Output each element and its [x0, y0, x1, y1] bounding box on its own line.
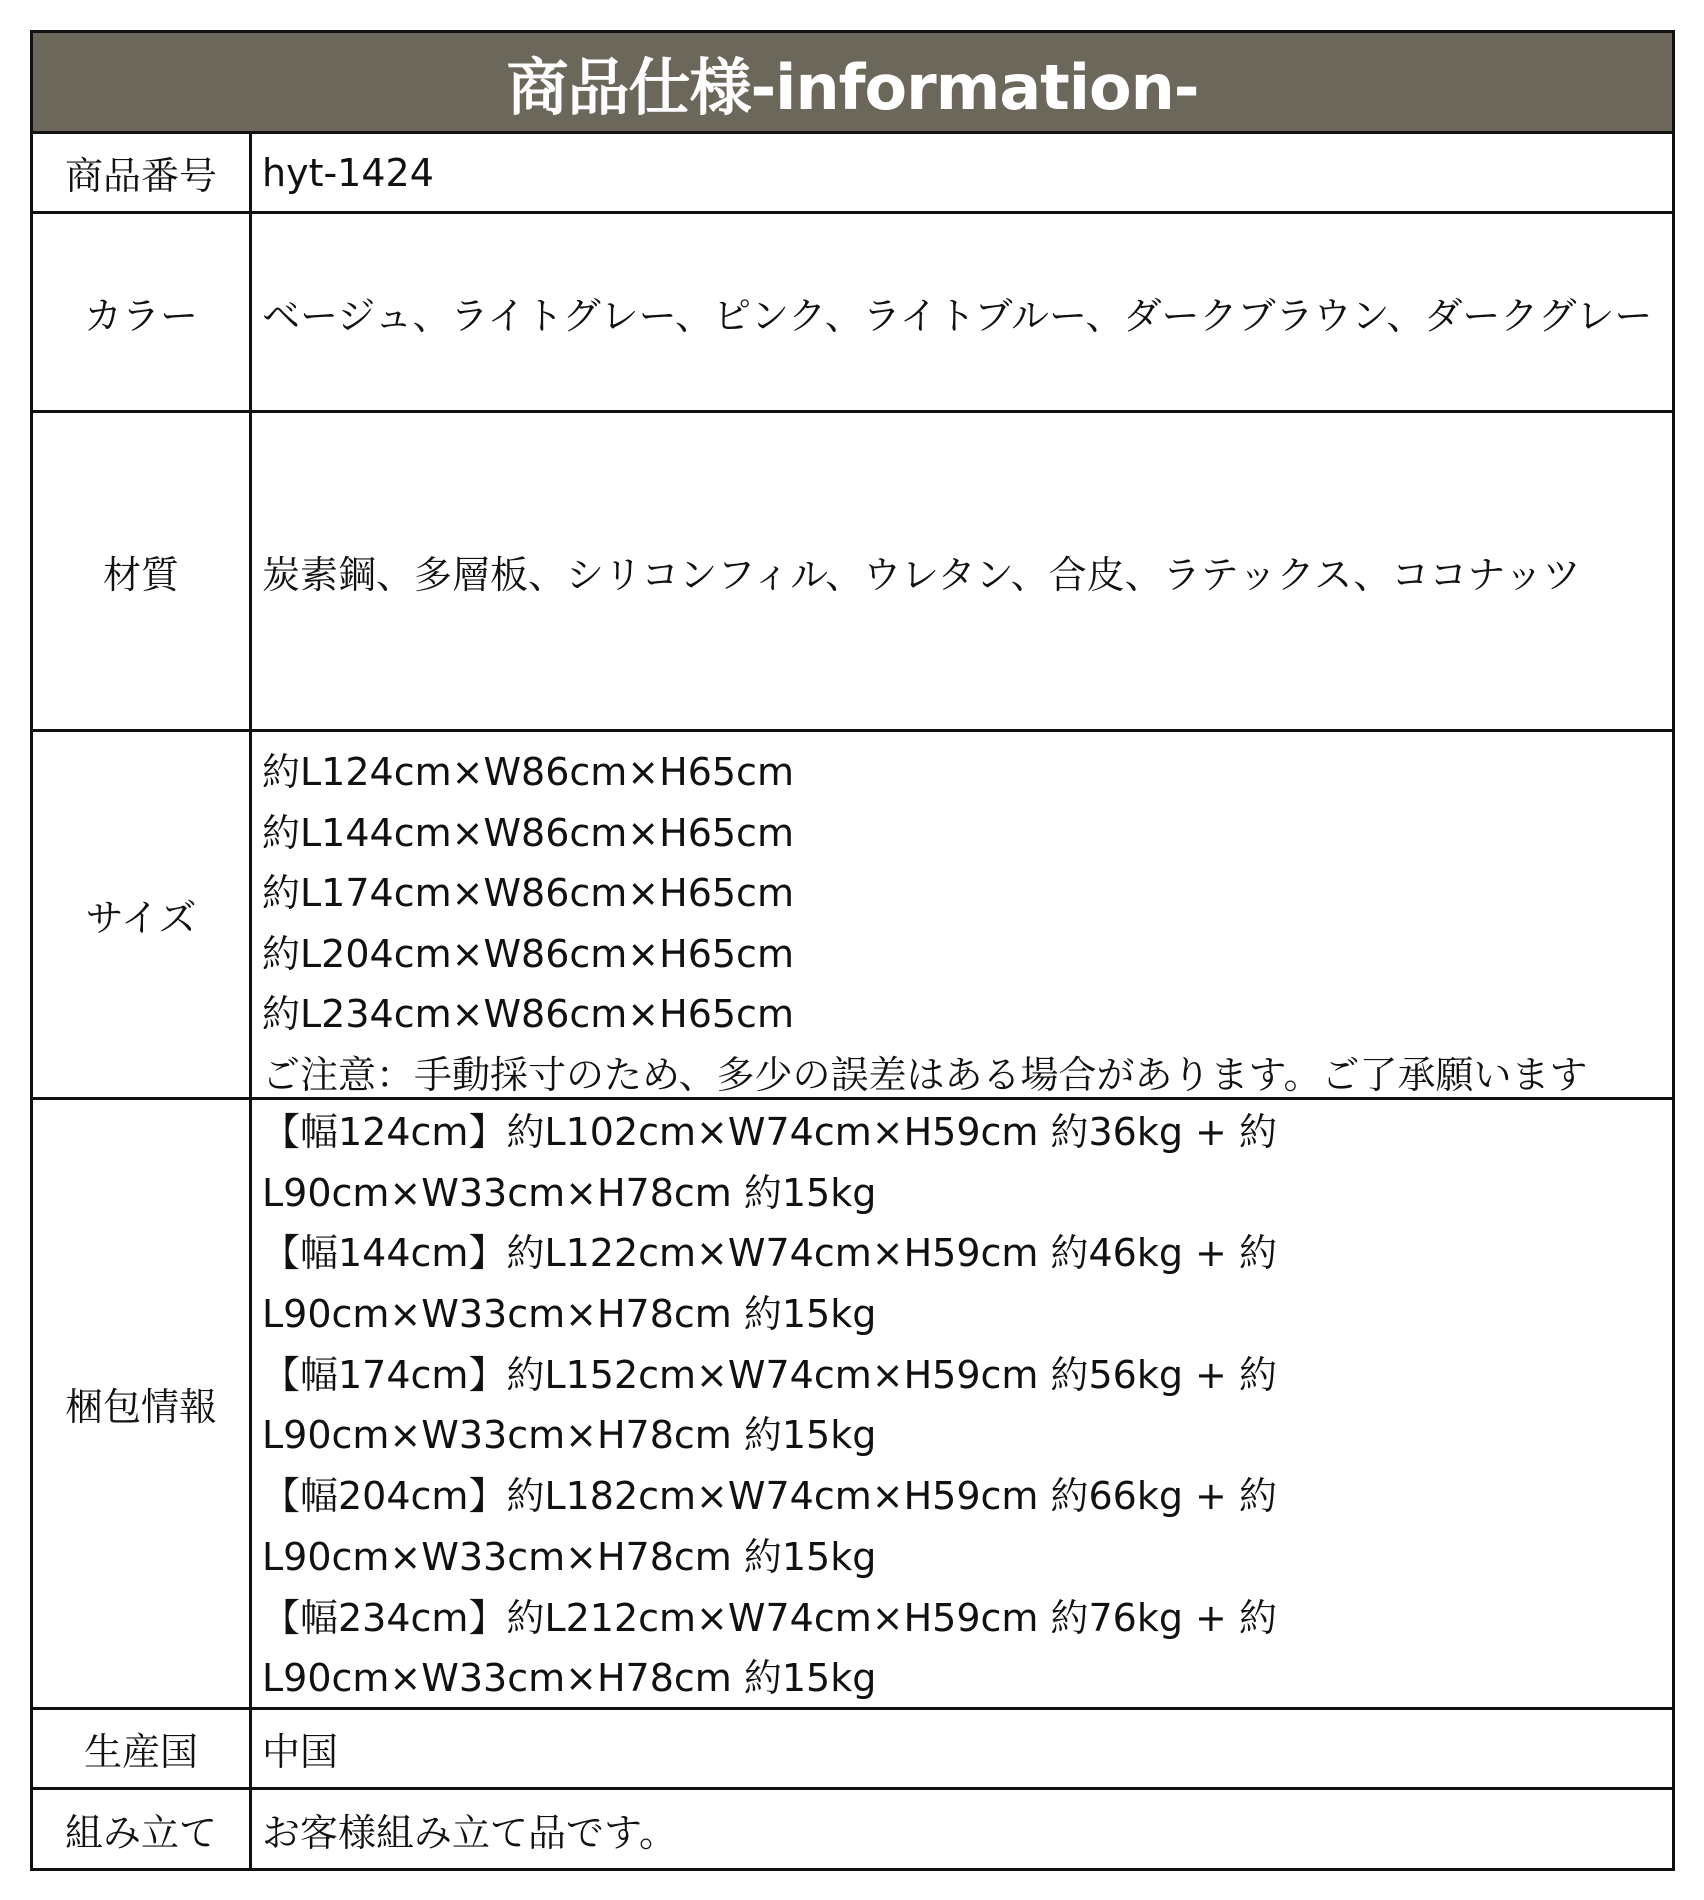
spec-header: [33, 33, 1672, 134]
row-origin: [33, 1710, 1672, 1790]
row-material: [33, 413, 1672, 732]
size-line: 約L174cm×W86cm×H65cm: [262, 871, 794, 915]
row-assembly: [33, 1790, 1672, 1868]
value-product-number: hyt-1424: [262, 150, 434, 195]
size-line: 約L144cm×W86cm×H65cm: [262, 810, 794, 855]
label-product-number: 商品番号: [33, 134, 252, 211]
label-size: サイズ: [33, 732, 252, 1097]
value-material: 炭素鋼、多層板、シリコンフィル、ウレタン、合皮、ラテックス、ココナッツ: [262, 552, 1581, 597]
packaging-line: 【幅174cm】約L152cm×W74cm×H59cm 約56kg + 約: [262, 1352, 1277, 1397]
row-size: [33, 732, 1672, 1100]
label-packaging: 梱包情報: [33, 1100, 252, 1707]
packaging-line: L90cm×W33cm×H78cm 約15kg: [262, 1534, 877, 1579]
packaging-line: L90cm×W33cm×H78cm 約15kg: [262, 1292, 877, 1337]
value-origin: 中国: [262, 1730, 339, 1774]
packaging-line: 【幅144cm】約L122cm×W74cm×H59cm 約46kg + 約: [262, 1231, 1277, 1276]
size-line: 約L204cm×W86cm×H65cm: [262, 931, 794, 976]
label-origin: 生産国: [33, 1710, 252, 1787]
row-packaging: [33, 1100, 1672, 1710]
value-assembly: お客様組み立て品です。: [262, 1810, 677, 1855]
label-assembly: 組み立て: [33, 1790, 252, 1868]
packaging-line: L90cm×W33cm×H78cm 約15kg: [262, 1656, 877, 1701]
row-product-number: [33, 134, 1672, 214]
spec-title: 商品仕様-information-: [506, 50, 1199, 124]
size-line: 約L234cm×W86cm×H65cm: [262, 992, 794, 1036]
packaging-line: L90cm×W33cm×H78cm 約15kg: [262, 1170, 877, 1215]
packaging-line: 【幅124cm】約L102cm×W74cm×H59cm 約36kg + 約: [262, 1110, 1277, 1154]
value-size: [252, 732, 1672, 1097]
packaging-line: 【幅234cm】約L212cm×W74cm×H59cm 約76kg + 約: [262, 1595, 1277, 1640]
value-packaging: [252, 1100, 1672, 1707]
label-color: カラー: [33, 214, 252, 410]
size-note: ご注意：手動採寸のため、多少の誤差はある場合があります。ご了承願います: [262, 1052, 1588, 1097]
size-line: 約L124cm×W86cm×H65cm: [262, 750, 794, 794]
label-material: 材質: [33, 413, 252, 729]
value-color: ベージュ、ライトグレー、ピンク、ライトブルー、ダークブラウン、ダークグレー: [262, 293, 1653, 338]
spec-table: [30, 30, 1675, 1871]
packaging-line: 【幅204cm】約L182cm×W74cm×H59cm 約66kg + 約: [262, 1474, 1277, 1519]
packaging-line: L90cm×W33cm×H78cm 約15kg: [262, 1413, 877, 1458]
row-color: [33, 214, 1672, 413]
